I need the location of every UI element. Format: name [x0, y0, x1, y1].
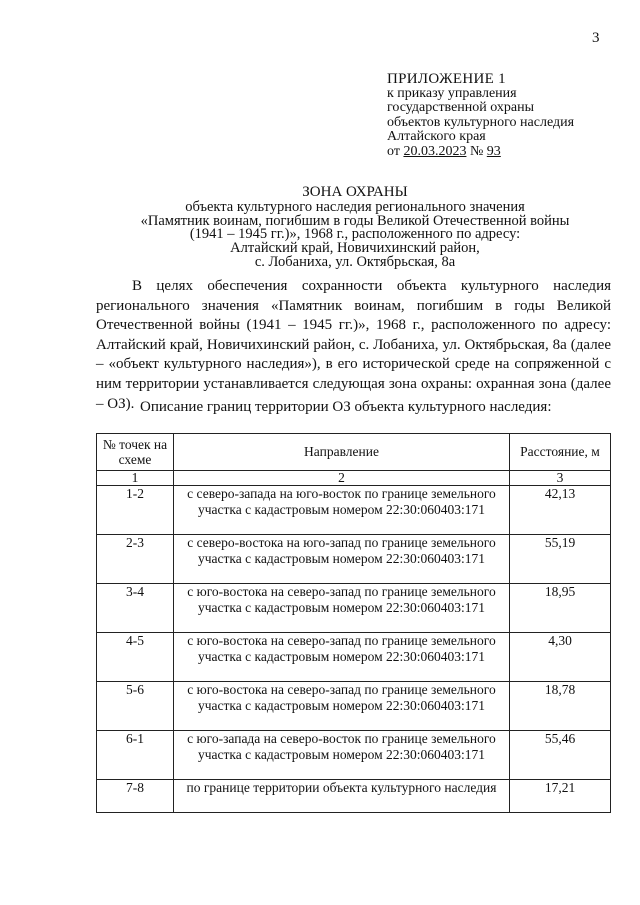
points-cell: 7-8 [97, 780, 174, 813]
title-line: объекта культурного наследия регионального значения [185, 198, 525, 215]
table-header-row [97, 434, 611, 471]
intro-text: В целях обеспечения сохранности объекта культурного наследия регионального значения «Памятник воинам, погибшим в годы Великой Отечественной войны (1941 – 1945 гг.)», 1968 г., расположенного по адресу: Алтайский край, Новичихинский район, с. Лобаниха, ул. Октябрьская, 8а (далее – «объект культурного наследия»), в его исторической среде на сопряженной с ним территории устанавливается следующая зона охраны: охранная зона (далее – ОЗ). [96, 278, 611, 412]
header-points: № точек на схеме [97, 434, 174, 471]
table-caption: Описание границ территории ОЗ объекта культурного наследия: [140, 399, 552, 415]
points-cell: 5-6 [97, 682, 174, 731]
boundary-table [96, 433, 611, 813]
page-number: 3 [592, 30, 600, 46]
distance-cell: 55,46 [510, 731, 611, 780]
title-line: «Памятник воинам, погибшим в годы Великой Отечественной войны [140, 212, 570, 229]
direction-cell: с северо-востока на юго-запад по границе земельного участка с кадастровым номером 22:30:060403:171 [174, 535, 510, 584]
number-prefix: № [469, 143, 484, 159]
column-number: 1 [97, 471, 174, 486]
table-row [97, 731, 611, 780]
distance-cell: 55,19 [510, 535, 611, 584]
direction-cell: с юго-востока на северо-запад по границе земельного участка с кадастровым номером 22:30:060403:171 [174, 633, 510, 682]
appendix-heading: ПРИЛОЖЕНИЕ 1 [387, 71, 506, 87]
table-row [97, 584, 611, 633]
direction-cell: с северо-запада на юго-восток по границе земельного участка с кадастровым номером 22:30:060403:171 [174, 486, 510, 535]
title-block [100, 186, 610, 270]
table-row [97, 633, 611, 682]
direction-cell: по границе территории объекта культурного наследия [174, 780, 510, 813]
points-cell: 2-3 [97, 535, 174, 584]
table-row [97, 780, 611, 813]
distance-cell: 18,78 [510, 682, 611, 731]
direction-cell: с юго-запада на северо-восток по границе земельного участка с кадастровым номером 22:30:060403:171 [174, 731, 510, 780]
appendix-block [387, 72, 617, 159]
date-prefix: от [387, 143, 400, 159]
table-row [97, 682, 611, 731]
distance-cell: 42,13 [510, 486, 611, 535]
appendix-line: Алтайского края [387, 129, 486, 144]
distance-cell: 17,21 [510, 780, 611, 813]
distance-cell: 4,30 [510, 633, 611, 682]
column-number: 2 [174, 471, 510, 486]
column-number-row [97, 471, 611, 486]
title-line: с. Лобаниха, ул. Октябрьская, 8а [254, 253, 456, 270]
points-cell: 6-1 [97, 731, 174, 780]
points-cell: 4-5 [97, 633, 174, 682]
points-cell: 3-4 [97, 584, 174, 633]
column-number: 3 [510, 471, 611, 486]
order-number: 93 [486, 143, 501, 159]
appendix-date-line [387, 145, 617, 160]
table-row [97, 535, 611, 584]
appendix-line: государственной охраны [387, 100, 535, 115]
distance-cell: 18,95 [510, 584, 611, 633]
document-title: ЗОНА ОХРАНЫ [302, 184, 408, 200]
appendix-line: к приказу управления [387, 85, 517, 101]
header-distance: Расстояние, м [510, 434, 611, 471]
appendix-line: объектов культурного наследия [387, 114, 575, 130]
direction-cell: с юго-востока на северо-запад по границе земельного участка с кадастровым номером 22:30:060403:171 [174, 682, 510, 731]
order-date: 20.03.2023 [403, 143, 467, 159]
direction-cell: с юго-востока на северо-запад по границе земельного участка с кадастровым номером 22:30:060403:171 [174, 584, 510, 633]
title-line: (1941 – 1945 гг.)», 1968 г., расположенного по адресу: [189, 226, 521, 243]
points-cell: 1-2 [97, 486, 174, 535]
header-direction: Направление [174, 434, 510, 471]
table-row [97, 486, 611, 535]
title-line: Алтайский край, Новичихинский район, [230, 240, 480, 257]
intro-paragraph [96, 277, 611, 414]
